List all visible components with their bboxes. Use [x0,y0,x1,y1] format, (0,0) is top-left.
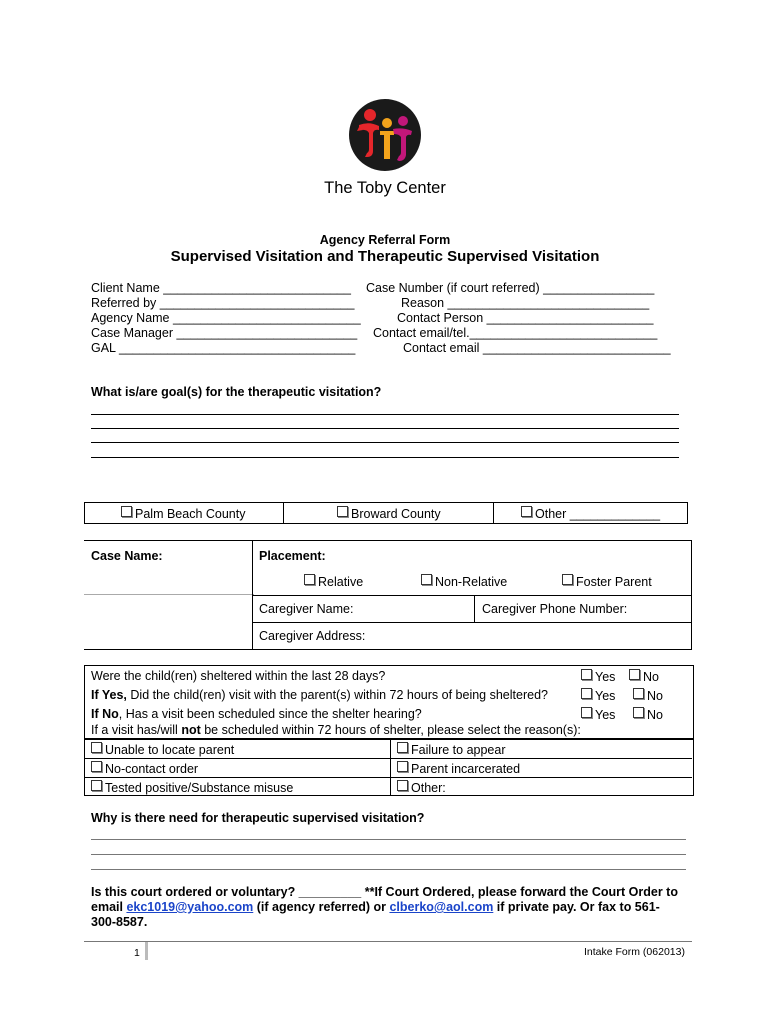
need-question: Why is there need for therapeutic supervised visitation? [91,811,425,825]
checkbox-icon [581,707,592,718]
foster-parent-checkbox[interactable]: Foster Parent [562,574,652,589]
checkbox-icon [337,506,348,517]
checkbox-icon [581,688,592,699]
q1-no-checkbox[interactable]: No [629,669,659,684]
q2-no-checkbox[interactable]: No [633,688,663,703]
checkbox-icon [397,780,408,791]
checkbox-icon [91,780,102,791]
goals-line-3[interactable] [91,442,679,443]
goals-line-2[interactable] [91,428,679,429]
page-number: 1 [134,947,140,959]
caregiver-address-label: Caregiver Address: [259,629,366,643]
relative-checkbox[interactable]: Relative [304,574,363,589]
checkbox-icon [633,707,644,718]
other-county-checkbox[interactable]: Other _____________ [521,506,660,521]
goals-question: What is/are goal(s) for the therapeutic visitation? [91,385,382,399]
q3-no-checkbox[interactable]: No [633,707,663,722]
q3-yes-checkbox[interactable]: Yes [581,707,615,722]
gal-field[interactable]: GAL __________________________________ [91,341,356,355]
need-line-3[interactable] [91,869,686,870]
q1-yes-checkbox[interactable]: Yes [581,669,615,684]
checkbox-icon [633,688,644,699]
client-name-field[interactable]: Client Name ___________________________ [91,281,351,295]
checkbox-icon [421,574,432,585]
case-manager-field[interactable]: Case Manager __________________________ [91,326,358,340]
court-ordered-line-1: Is this court ordered or voluntary? _________ **If Court Ordered, please forward the Court Order to [91,885,678,899]
need-line-2[interactable] [91,854,686,855]
toby-center-logo [349,99,421,171]
reason-unable-to-locate[interactable]: Unable to locate parent [91,742,234,757]
checkbox-icon [121,506,132,517]
referred-by-field[interactable]: Referred by ____________________________ [91,296,355,310]
broward-checkbox[interactable]: Broward County [337,506,441,521]
reason-tested-positive[interactable]: Tested positive/Substance misuse [91,780,293,795]
goals-line-1[interactable] [91,414,679,415]
non-relative-checkbox[interactable]: Non-Relative [421,574,507,589]
reason-field[interactable]: Reason _____________________________ [401,296,650,310]
caregiver-name-label: Caregiver Name: [259,602,354,616]
checkbox-icon [562,574,573,585]
org-name: The Toby Center [324,179,446,197]
reason-parent-incarcerated[interactable]: Parent incarcerated [397,761,520,776]
checkbox-icon [91,742,102,753]
checkbox-icon [521,506,532,517]
reason-no-contact-order[interactable]: No-contact order [91,761,198,776]
court-ordered-line-2: email ekc1019@yahoo.com (if agency referred) or clberko@aol.com if private pay. Or fax to 561- [91,900,660,914]
form-subtitle: Agency Referral Form [319,233,451,247]
palm-beach-checkbox[interactable]: Palm Beach County [121,506,245,521]
form-title: Supervised Visitation and Therapeutic Supervised Visitation [170,248,600,265]
form-id: Intake Form (062013) [584,946,685,958]
email-link-clberko[interactable]: clberko@aol.com [389,900,494,914]
shelter-question-4: If a visit has/will not be scheduled within 72 hours of shelter, please select the reason(s): [91,723,581,737]
goals-line-4[interactable] [91,457,679,458]
case-name-label: Case Name: [91,549,163,563]
checkbox-icon [397,742,408,753]
need-line-1[interactable] [91,839,686,840]
shelter-question-1: Were the child(ren) sheltered within the last 28 days? [91,669,386,683]
checkbox-icon [304,574,315,585]
caregiver-phone-label: Caregiver Phone Number: [482,602,628,616]
contact-email-field[interactable]: Contact email ___________________________ [403,341,671,355]
shelter-question-2: If Yes, Did the child(ren) visit with the parent(s) within 72 hours of being sheltered? [91,688,548,702]
email-link-ekc[interactable]: ekc1019@yahoo.com [126,900,254,914]
checkbox-icon [581,669,592,680]
shelter-question-3: If No, Has a visit been scheduled since the shelter hearing? [91,707,422,721]
case-number-field[interactable]: Case Number (if court referred) ________________ [366,281,655,295]
q2-yes-checkbox[interactable]: Yes [581,688,615,703]
reason-failure-to-appear[interactable]: Failure to appear [397,742,506,757]
agency-name-field[interactable]: Agency Name ___________________________ [91,311,361,325]
placement-label: Placement: [259,549,326,563]
reason-other[interactable]: Other: [397,780,446,795]
court-ordered-line-3: 300-8587. [91,915,148,929]
contact-person-field[interactable]: Contact Person ________________________ [397,311,654,325]
checkbox-icon [629,669,640,680]
checkbox-icon [397,761,408,772]
checkbox-icon [91,761,102,772]
contact-email-tel-field[interactable]: Contact email/tel.___________________________ [373,326,658,340]
